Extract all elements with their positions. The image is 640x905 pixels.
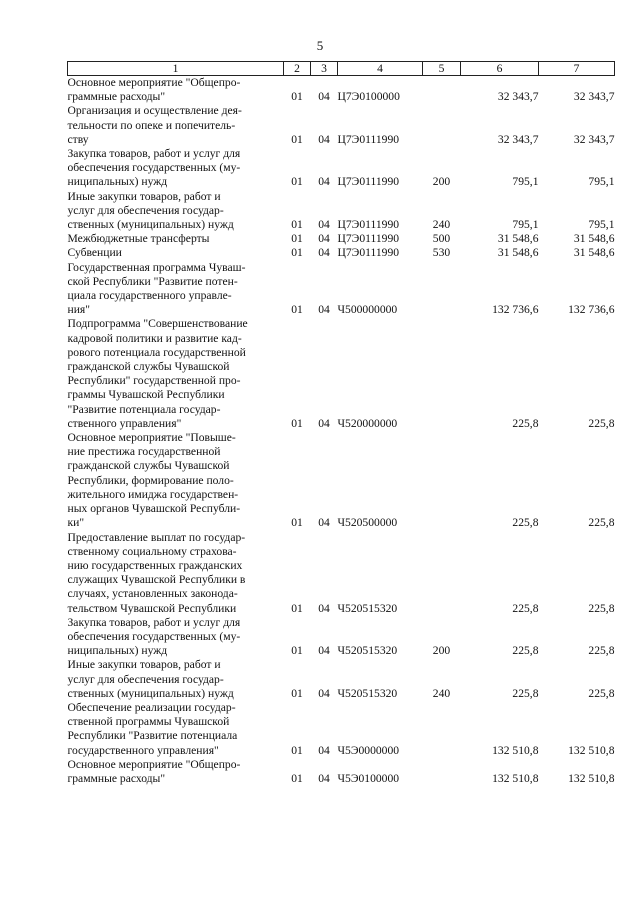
row-sum-col7: 31 548,6 [573,246,615,260]
row-target-code: Ч520515320 [337,686,398,700]
row-section: 01 [291,175,303,189]
row-expense-type [423,531,461,616]
row-target-code: Ч520000000 [337,416,398,430]
row-sum-col7: 225,8 [588,516,615,530]
row-name-line: нию государственных гражданских [67,558,243,572]
row-name-line: обеспечения государственных (му- [67,161,241,175]
row-section: 01 [291,90,303,104]
row-expense-type [423,261,461,318]
row-section: 01 [291,132,303,146]
row-name [68,76,284,105]
row-subsection: 04 [318,601,330,615]
row-sum-col6: 795,1 [512,175,539,189]
row-section: 01 [291,771,303,785]
row-name-line: Республики "Развитие потенциала [67,729,238,743]
row-name-line: граммы Чувашской Республики [67,388,225,402]
row-name-line: циала государственного управле- [67,289,232,303]
row-name-line: рового потенциала государственной [67,345,246,359]
row-name-line: гражданской службы Чувашской [67,459,230,473]
table-body [68,76,615,787]
row-name-line: ниципальных) нужд [67,175,168,189]
row-sum-col6: 132 510,8 [492,743,539,757]
row-subsection: 04 [318,90,330,104]
table-row [68,317,615,431]
row-name-line: "Развитие потенциала государ- [67,402,221,416]
row-sum-col7: 32 343,7 [573,132,615,146]
row-name-line: Закупка товаров, работ и услуг для [67,147,241,161]
budget-table [67,61,615,786]
row-subsection: 04 [318,686,330,700]
table-row [68,758,615,786]
row-target-code: Ч5Э0100000 [337,771,400,785]
row-name-line: ние престижа государственной [67,445,221,459]
row-sum-col6: 225,8 [512,686,539,700]
row-name-line: Основное мероприятие "Общепро- [67,757,241,771]
row-name-line: ки" [67,516,85,530]
row-name-line: Иные закупки товаров, работ и [67,658,221,672]
row-expense-type: 240 [432,686,451,700]
row-target-code: Ч5Э0000000 [337,743,400,757]
row-name-line: ных органов Чувашской Республи- [67,502,241,516]
row-target-code: Ч520515320 [337,644,398,658]
row-name-line: ственной программы Чувашской [67,715,230,729]
column-header-4: 4 [338,62,423,76]
table-row [68,431,615,530]
row-section: 01 [291,516,303,530]
row-subsection: 04 [318,303,330,317]
row-name-line: граммные расходы" [67,90,166,104]
row-name [68,701,284,758]
row-sum-col6: 225,8 [512,516,539,530]
row-name-line: гражданской службы Чувашской [67,360,230,374]
row-name-line: государственного управления" [67,743,219,757]
row-sum-col7: 225,8 [588,644,615,658]
row-target-code: Ц7Э0111990 [337,175,400,189]
table-row [68,104,615,147]
row-target-code: Ц7Э0111990 [337,132,400,146]
row-name-line: граммные расходы" [67,771,166,785]
row-name-line: Межбюджетные трансферты [67,232,210,246]
row-sum-col7: 795,1 [588,175,615,189]
row-name-line: Обеспечение реализации государ- [67,700,236,714]
row-name-line: Подпрограмма "Совершенствование [67,317,248,331]
row-name-line: Основное мероприятие "Общепро- [67,76,241,89]
row-sum-col6: 225,8 [512,644,539,658]
row-target-code: Ц7Э0100000 [337,90,400,104]
row-name-line: услуг для обеспечения государ- [67,203,224,217]
row-name-line: Республики" государственной про- [67,374,241,388]
row-name [68,616,284,659]
row-name [68,104,284,147]
row-subsection: 04 [318,232,330,246]
row-subsection: 04 [318,743,330,757]
row-expense-type [423,317,461,431]
row-name-line: Предоставление выплат по государ- [67,530,246,544]
row-sum-col7: 132 510,8 [568,743,615,757]
row-sum-col7: 225,8 [588,686,615,700]
table-row [68,531,615,616]
row-sum-col6: 795,1 [512,218,539,232]
row-subsection: 04 [318,771,330,785]
row-name-line: случаях, установленных законода- [67,587,238,601]
row-section: 01 [291,232,303,246]
column-header-2: 2 [284,62,311,76]
row-sum-col7: 31 548,6 [573,232,615,246]
row-name-line: ству [67,132,89,146]
table-row [68,616,615,659]
row-name [68,261,284,318]
row-expense-type [423,104,461,147]
row-expense-type: 500 [432,232,451,246]
row-name-line: Закупка товаров, работ и услуг для [67,615,241,629]
row-name-line: обеспечения государственных (му- [67,629,241,643]
row-sum-col7: 132 510,8 [568,771,615,785]
row-target-code: Ц7Э0111990 [337,246,400,260]
row-name-line: ственных (муниципальных) нужд [67,686,234,700]
row-name [68,758,284,786]
column-header-3: 3 [311,62,338,76]
row-section: 01 [291,686,303,700]
row-name-line: тельности по опеке и попечитель- [67,118,236,132]
row-sum-col7: 32 343,7 [573,90,615,104]
row-subsection: 04 [318,132,330,146]
row-name-line: служащих Чувашской Республики в [67,573,246,587]
table-row [68,246,615,260]
row-name-line: Иные закупки товаров, работ и [67,189,221,203]
row-name [68,246,284,260]
row-expense-type [423,701,461,758]
row-subsection: 04 [318,218,330,232]
row-name-line: Субвенции [67,246,122,260]
table-row [68,232,615,246]
row-sum-col6: 31 548,6 [497,246,539,260]
row-expense-type: 200 [432,644,451,658]
row-name-line: ственного управления" [67,416,182,430]
row-name-line: ния" [67,303,90,317]
row-section: 01 [291,601,303,615]
row-sum-col7: 225,8 [588,416,615,430]
row-name [68,317,284,431]
table-row [68,658,615,701]
row-subsection: 04 [318,644,330,658]
row-sum-col6: 32 343,7 [497,90,539,104]
row-name [68,658,284,701]
row-name-line: Государственная программа Чуваш- [67,260,246,274]
row-subsection: 04 [318,246,330,260]
column-header-5: 5 [423,62,461,76]
row-target-code: Ч500000000 [337,303,398,317]
row-sum-col7: 795,1 [588,218,615,232]
row-name-line: тельством Чувашской Республики [67,601,237,615]
row-name [68,147,284,190]
row-target-code: Ц7Э0111990 [337,232,400,246]
row-name-line: кадровой политики и развитие кад- [67,331,242,345]
row-sum-col7: 132 736,6 [568,303,615,317]
row-sum-col6: 225,8 [512,416,539,430]
column-header-7: 7 [539,62,615,76]
row-subsection: 04 [318,416,330,430]
row-target-code: Ч520500000 [337,516,398,530]
table-row [68,701,615,758]
row-subsection: 04 [318,516,330,530]
row-sum-col6: 32 343,7 [497,132,539,146]
row-section: 01 [291,416,303,430]
row-subsection: 04 [318,175,330,189]
row-name-line: ственных (муниципальных) нужд [67,218,234,232]
row-name [68,431,284,530]
row-section: 01 [291,246,303,260]
row-target-code: Ч520515320 [337,601,398,615]
table-row [68,76,615,105]
column-header-1: 1 [68,62,284,76]
row-expense-type: 240 [432,218,451,232]
row-name-line: жительного имиджа государствен- [67,487,239,501]
row-expense-type: 530 [432,246,451,260]
row-name [68,232,284,246]
table-row [68,147,615,190]
row-section: 01 [291,743,303,757]
row-expense-type: 200 [432,175,451,189]
row-name-line: услуг для обеспечения государ- [67,672,224,686]
row-section: 01 [291,218,303,232]
table-row [68,261,615,318]
row-name-line: Основное мероприятие "Повыше- [67,431,236,445]
row-name [68,190,284,233]
row-name-line: Республики, формирование поло- [67,473,234,487]
row-sum-col6: 132 736,6 [492,303,539,317]
page-number: 5 [316,38,324,53]
column-header-row [68,62,615,76]
row-expense-type [423,758,461,786]
row-expense-type [423,76,461,105]
row-sum-col6: 31 548,6 [497,232,539,246]
row-sum-col6: 225,8 [512,601,539,615]
row-sum-col6: 132 510,8 [492,771,539,785]
row-name [68,531,284,616]
row-name-line: ниципальных) нужд [67,644,168,658]
row-name-line: Организация и осуществление дея- [67,104,242,118]
column-header-6: 6 [461,62,539,76]
table-row [68,190,615,233]
row-section: 01 [291,644,303,658]
row-name-line: ственному социальному страхова- [67,544,237,558]
row-target-code: Ц7Э0111990 [337,218,400,232]
row-section: 01 [291,303,303,317]
row-name-line: ской Республики "Развитие потен- [67,274,238,288]
row-sum-col7: 225,8 [588,601,615,615]
row-expense-type [423,431,461,530]
